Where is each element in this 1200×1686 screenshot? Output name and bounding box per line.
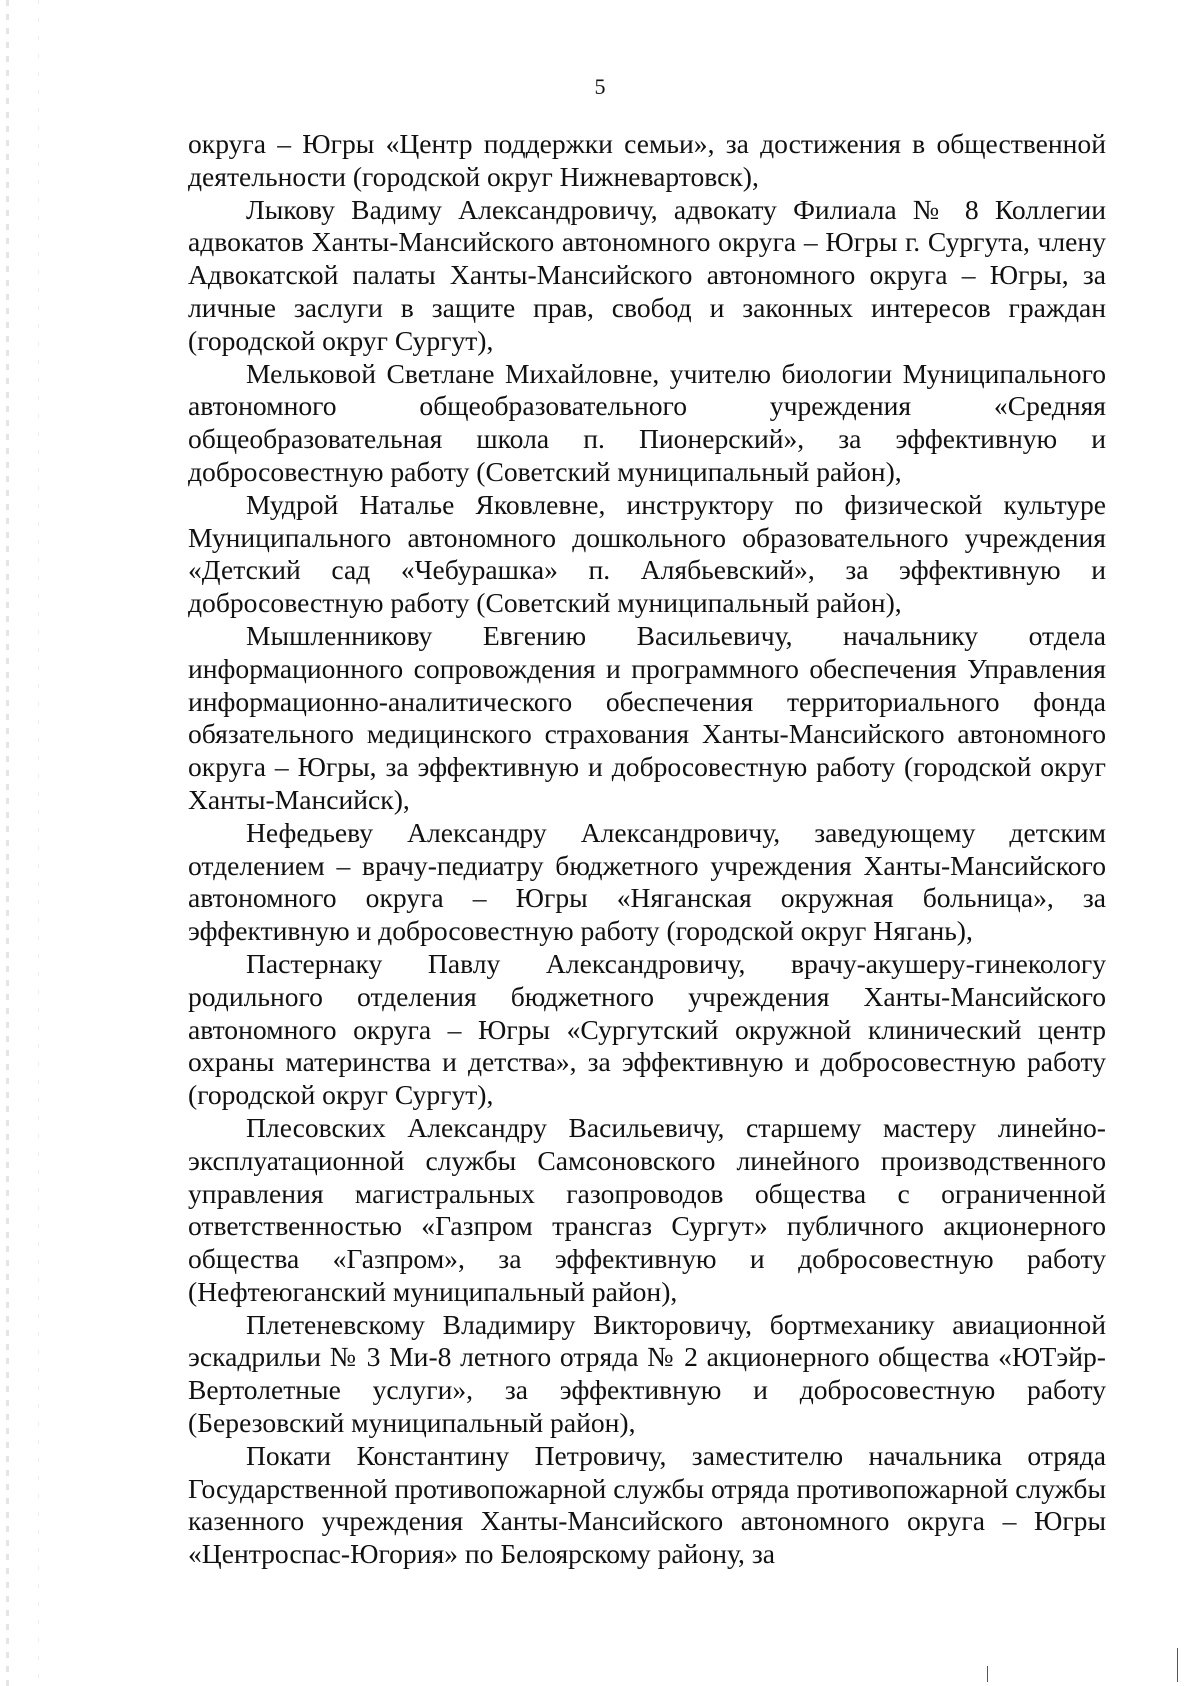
scan-edge-artifact (38, 0, 39, 1686)
paragraph-pasternak: Пастернаку Павлу Александровичу, врачу-акушеру-гинекологу родильного отделения бюджетного учреждения Ханты-Мансийского автономного округа – Югры «Сургутский окружной клинический центр охраны материнства и детства», за эффективную и добросовестную работу (городской округ Сургут), (188, 947, 1106, 1111)
paragraph-nefedyev: Нефедьеву Александру Александровичу, заведующему детским отделением – врачу-педиатру бюджетного учреждения Ханты-Мансийского автономного округа – Югры «Няганская окружная больница», за эффективную и добросовестную работу (городской округ Нягань), (188, 816, 1106, 947)
document-body (188, 128, 1106, 1571)
scan-corner-mark (987, 1666, 988, 1682)
paragraph-mudraya: Мудрой Наталье Яковлевне, инструктору по физической культуре Муниципального автономного дошкольного образовательного учреждения «Детский сад «Чебурашка» п. Алябьевский», за эффективную и добросовестную работу (Советский муниципальный район), (188, 488, 1106, 619)
scan-edge-artifact (6, 0, 9, 1686)
paragraph-plesovskikh: Плесовских Александру Васильевичу, старшему мастеру линейно-эксплуатационной службы Самсоновского линейного производственного управления магистральных газопроводов общества с ограниченной ответственностью «Газпром трансгаз Сургут» публичного акционерного общества «Газпром», за эффективную и добросовестную работу (Нефтеюганский муниципальный район), (188, 1111, 1106, 1307)
paragraph-continuation: округа – Югры «Центр поддержки семьи», за достижения в общественной деятельности (городской округ Нижневартовск), (188, 128, 1106, 192)
paragraph-melkova: Мельковой Светлане Михайловне, учителю биологии Муниципального автономного общеобразовательного учреждения «Средняя общеобразовательная школа п. Пионерский», за эффективную и добросовестную работу (Советский муниципальный район), (188, 357, 1106, 487)
paragraph-pokati: Покати Константину Петровичу, заместителю начальника отряда Государственной противопожарной службы отряда противопожарной службы казенного учреждения Ханты-Мансийского автономного округа – Югры «Центроспас-Югория» по Белоярскому району, за (188, 1439, 1106, 1570)
paragraph-pletenevsky: Плетеневскому Владимиру Викторовичу, бортмеханику авиационной эскадрильи № 3 Ми-8 летного отряда № 2 акционерного общества «ЮТэйр-Вертолетные услуги», за эффективную и добросовестную работу (Березовский муниципальный район), (188, 1308, 1106, 1439)
paragraph-lykov: Лыкову Вадиму Александровичу, адвокату Филиала № 8 Коллегии адвокатов Ханты-Мансийского автономного округа – Югры г. Сургута, члену Адвокатской палаты Ханты-Мансийского автономного округа – Югры, за личные заслуги в защите прав, свобод и законных интересов граждан (городской округ Сургут), (188, 193, 1106, 356)
paragraph-myshlennikov: Мышленникову Евгению Васильевичу, начальнику отдела информационного сопровождения и программного обеспечения Управления информационно-аналитического обеспечения территориального фонда обязательного медицинского страхования Ханты-Мансийского автономного округа – Югры, за эффективную и добросовестную работу (городской округ Ханты-Мансийск), (188, 619, 1106, 815)
page-number: 5 (594, 74, 606, 99)
scan-corner-mark (1177, 1648, 1178, 1682)
